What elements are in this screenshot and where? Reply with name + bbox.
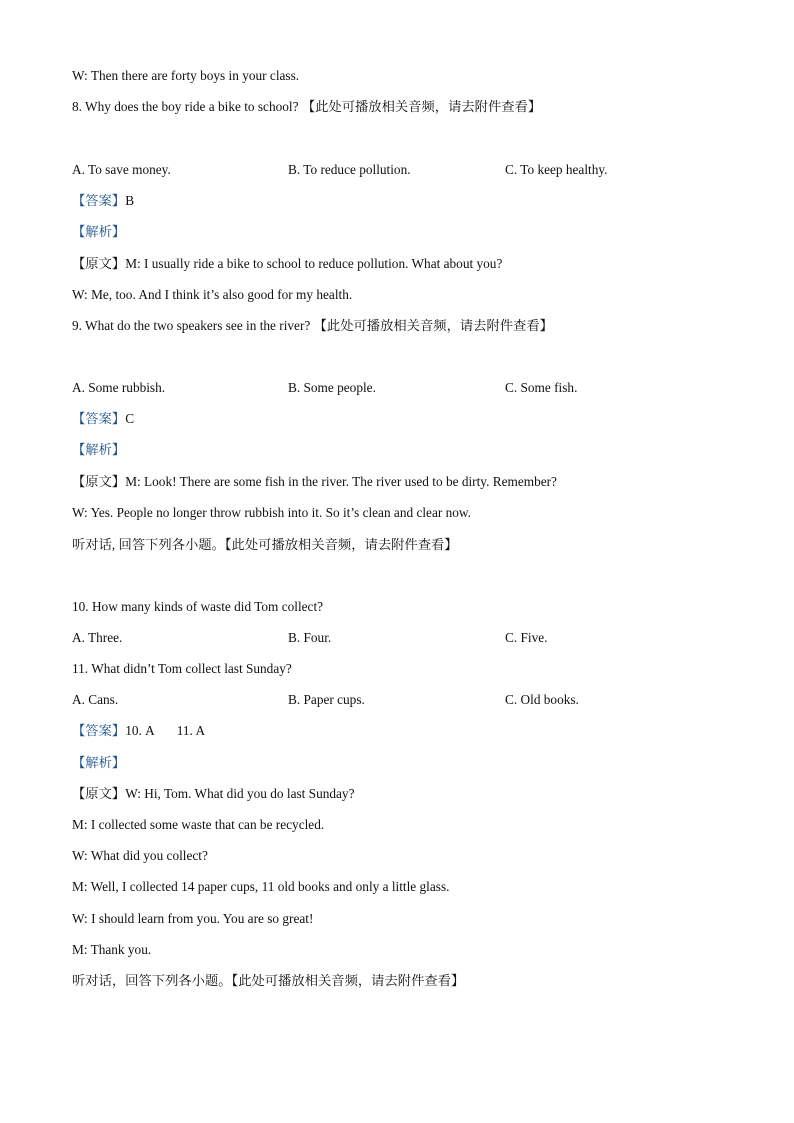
q9-analysis-tag: 【解析】 bbox=[72, 442, 126, 457]
q8-options bbox=[72, 161, 732, 179]
answer-value: B bbox=[125, 193, 135, 208]
q11-option-b: B. Paper cups. bbox=[288, 692, 365, 707]
original-tag: 【原文】 bbox=[72, 474, 126, 489]
q9-option-a: A. Some rubbish. bbox=[72, 380, 166, 395]
q10-11-transcript-1 bbox=[72, 785, 354, 803]
q9-option-c: C. Some fish. bbox=[505, 380, 578, 395]
section-instruction: 听对话, 回答下列各小题。【此处可播放相关音频，请去附件查看】 bbox=[72, 537, 458, 552]
q10-11-analysis-tag: 【解析】 bbox=[72, 755, 126, 770]
answer-tag: 【答案】 bbox=[72, 723, 126, 738]
q8-option-c: C. To keep healthy. bbox=[505, 162, 608, 177]
answer-tag: 【答案】 bbox=[72, 411, 126, 426]
dialog-line: W: Then there are forty boys in your class. bbox=[72, 68, 300, 83]
q9-transcript-2: W: Yes. People no longer throw rubbish into it. So it’s clean and clear now. bbox=[72, 505, 471, 520]
q10-11-transcript-3: W: What did you collect? bbox=[72, 848, 208, 863]
q8-analysis-tag: 【解析】 bbox=[72, 224, 126, 239]
q10-11-transcript-6: M: Thank you. bbox=[72, 942, 152, 957]
answer-11-value: 11. A bbox=[176, 723, 206, 738]
question-11: 11. What didn’t Tom collect last Sunday? bbox=[72, 661, 292, 676]
q10-11-transcript-2: M: I collected some waste that can be recycled. bbox=[72, 817, 325, 832]
question-10: 10. How many kinds of waste did Tom collect? bbox=[72, 599, 324, 614]
q10-11-transcript-4: M: Well, I collected 14 paper cups, 11 old books and only a little glass. bbox=[72, 879, 450, 894]
q8-option-b: B. To reduce pollution. bbox=[288, 162, 411, 177]
q8-option-a: A. To save money. bbox=[72, 162, 171, 177]
transcript-line: M: I usually ride a bike to school to reduce pollution. What about you? bbox=[125, 256, 503, 271]
question-9: 9. What do the two speakers see in the river? 【此处可播放相关音频，请去附件查看】 bbox=[72, 318, 553, 333]
q9-options bbox=[72, 379, 732, 397]
q8-transcript-2: W: Me, too. And I think it’s also good for my health. bbox=[72, 287, 353, 302]
q11-option-c: C. Old books. bbox=[505, 692, 579, 707]
answer-value: C bbox=[125, 411, 135, 426]
answer-10-value: 10. A bbox=[125, 723, 155, 738]
transcript-line: M: Look! There are some fish in the river. The river used to be dirty. Remember? bbox=[125, 474, 557, 489]
q8-transcript-1 bbox=[72, 255, 502, 273]
q10-options bbox=[72, 629, 732, 647]
question-8: 8. Why does the boy ride a bike to school? 【此处可播放相关音频，请去附件查看】 bbox=[72, 99, 542, 114]
original-tag: 【原文】 bbox=[72, 256, 126, 271]
transcript-line: W: Hi, Tom. What did you do last Sunday? bbox=[125, 786, 355, 801]
q10-option-c: C. Five. bbox=[505, 630, 548, 645]
q10-option-b: B. Four. bbox=[288, 630, 332, 645]
q10-11-transcript-5: W: I should learn from you. You are so great! bbox=[72, 911, 314, 926]
original-tag: 【原文】 bbox=[72, 786, 126, 801]
q11-option-a: A. Cans. bbox=[72, 692, 119, 707]
q11-options bbox=[72, 691, 732, 709]
q8-answer bbox=[72, 192, 134, 210]
answer-tag: 【答案】 bbox=[72, 193, 126, 208]
q10-11-answer bbox=[72, 722, 205, 740]
q10-option-a: A. Three. bbox=[72, 630, 123, 645]
q9-answer bbox=[72, 410, 134, 428]
q9-transcript-1 bbox=[72, 473, 557, 491]
section-instruction: 听对话，回答下列各小题。【此处可播放相关音频，请去附件查看】 bbox=[72, 973, 465, 988]
q9-option-b: B. Some people. bbox=[288, 380, 376, 395]
